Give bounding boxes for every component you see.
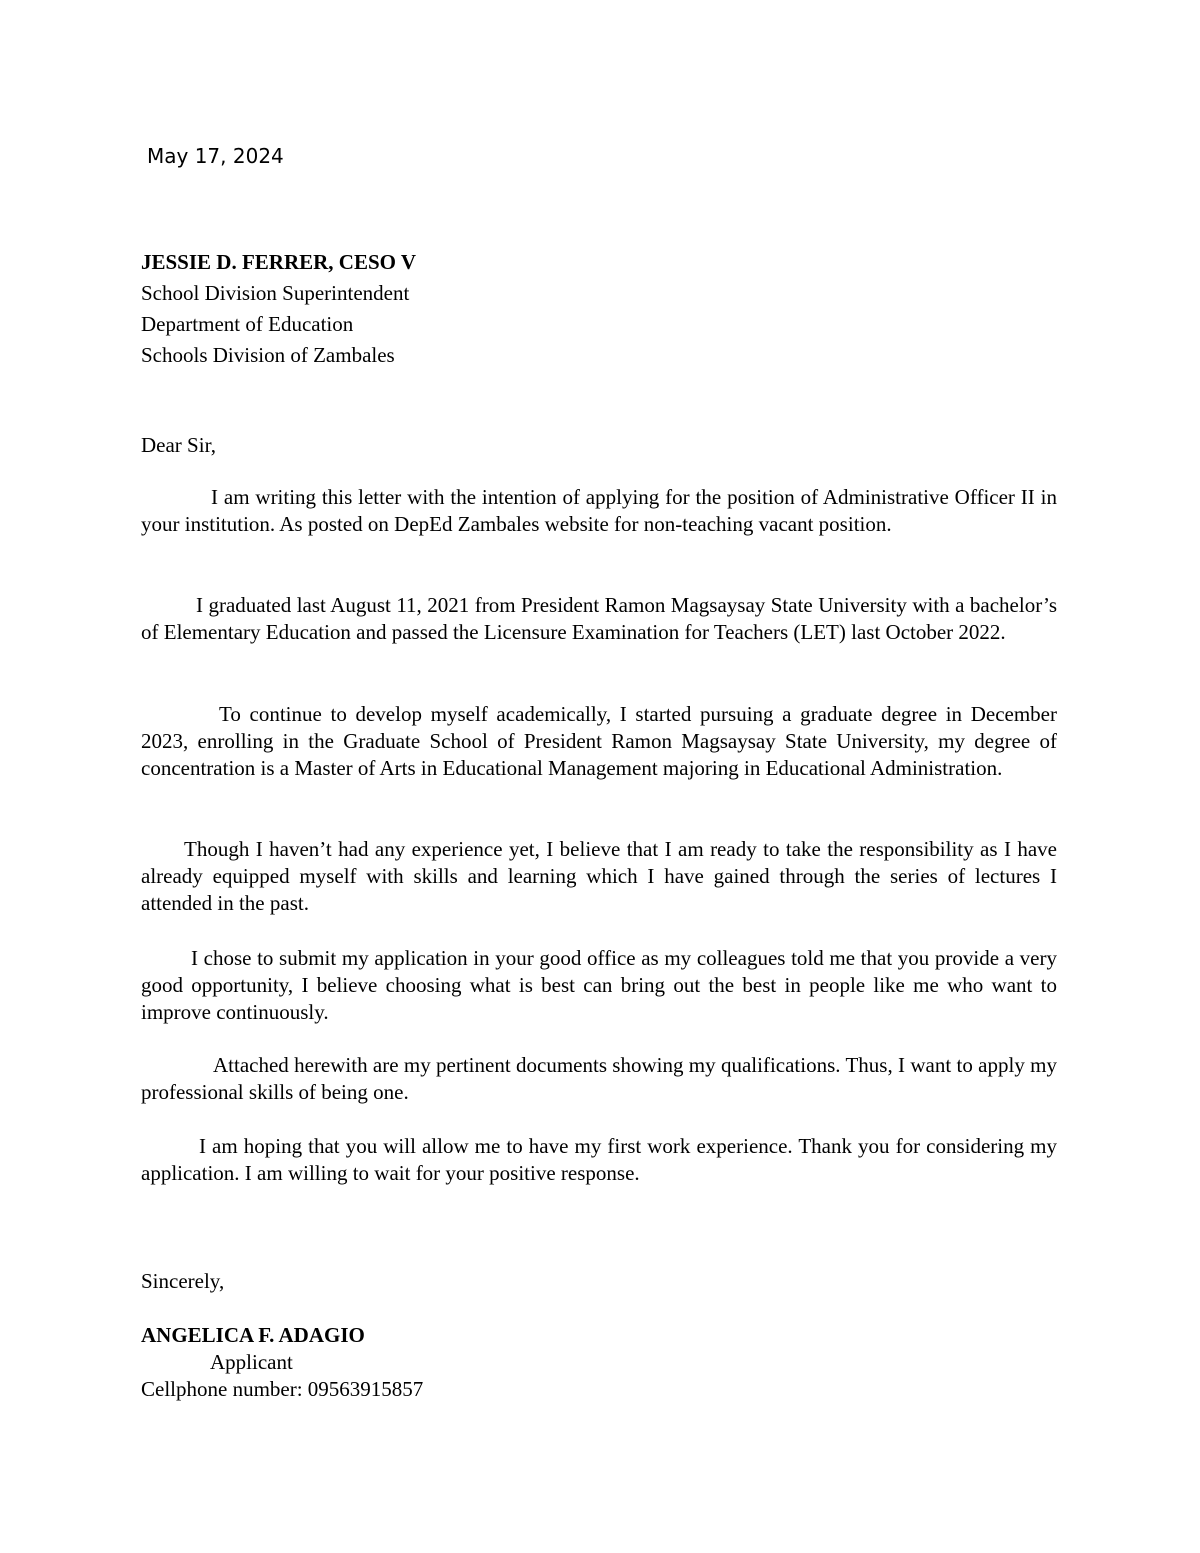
body-paragraph: Attached herewith are my pertinent documents showing my qualifications. Thus, I want to apply my professional skills of being one. bbox=[141, 1053, 1057, 1104]
recipient-title: School Division Superintendent bbox=[141, 281, 410, 305]
recipient-block bbox=[141, 247, 416, 371]
salutation: Dear Sir, bbox=[141, 433, 216, 457]
body-paragraph: I am hoping that you will allow me to have my first work experience. Thank you for considering my application. I am willing to wait for your positive response. bbox=[141, 1134, 1057, 1185]
signature-block bbox=[141, 1322, 423, 1403]
signer-contact: Cellphone number: 09563915857 bbox=[141, 1377, 424, 1401]
signer-name: ANGELICA F. ADAGIO bbox=[141, 1323, 365, 1347]
body-paragraph: To continue to develop myself academically, I started pursuing a graduate degree in December 2023, enrolling in the Graduate School of President Ramon Magsaysay State University, my degree of concentration is a Master of Arts in Educational Management majoring in Educational Administration. bbox=[141, 702, 1057, 780]
body-paragraph: I chose to submit my application in your good office as my colleagues told me that you provide a very good opportunity, I believe choosing what is best can bring out the best in people like me who want to improve continuously. bbox=[141, 946, 1057, 1024]
closing: Sincerely, bbox=[141, 1269, 225, 1293]
body-paragraph: I graduated last August 11, 2021 from President Ramon Magsaysay State University with a bachelor’s of Elementary Education and passed the Licensure Examination for Teachers (LET) last October 2022. bbox=[141, 593, 1057, 644]
recipient-name: JESSIE D. FERRER, CESO V bbox=[141, 250, 417, 274]
body-paragraph: Though I haven’t had any experience yet, I believe that I am ready to take the responsibility as I have already equipped myself with skills and learning which I have gained through the series of lectures I attended in the past. bbox=[141, 837, 1057, 915]
recipient-division: Schools Division of Zambales bbox=[141, 343, 395, 367]
letter-date: May 17, 2024 bbox=[147, 144, 284, 168]
body-paragraph: I am writing this letter with the intention of applying for the position of Administrative Officer II in your institution. As posted on DepEd Zambales website for non-teaching vacant position. bbox=[141, 485, 1057, 536]
recipient-organization: Department of Education bbox=[141, 312, 354, 336]
signer-role: Applicant bbox=[210, 1350, 293, 1374]
